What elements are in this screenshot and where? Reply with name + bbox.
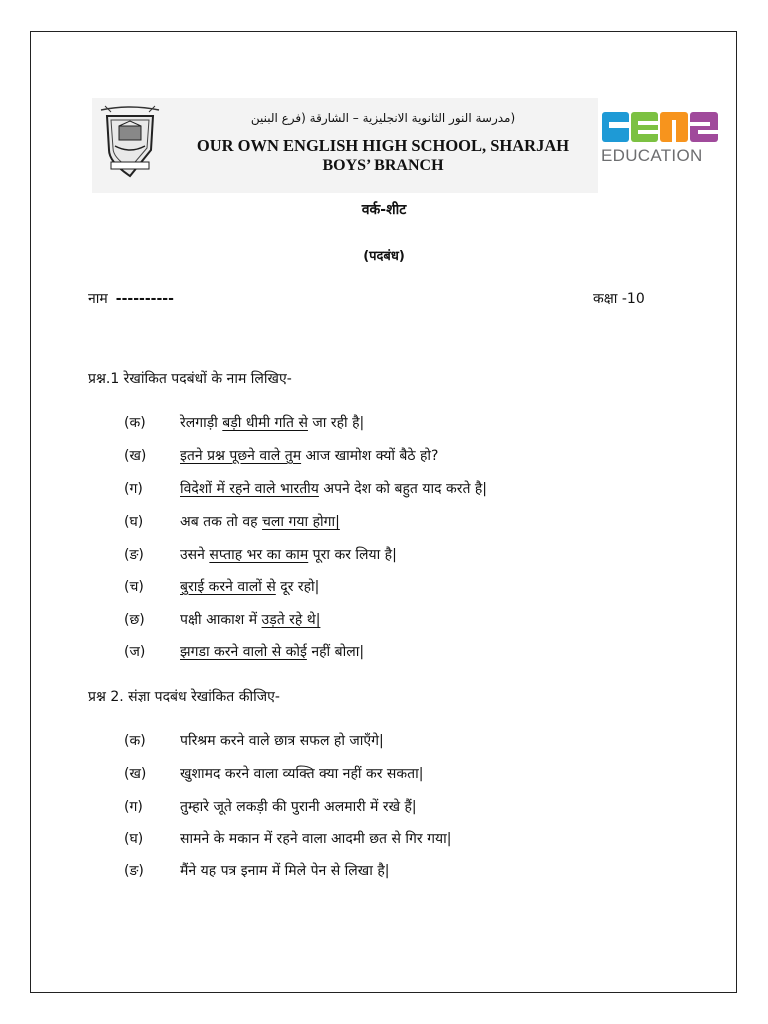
gems-education-label: EDUCATION (601, 146, 703, 165)
item-text: खुशामद करने वाला व्यक्ति क्या नहीं कर सकता| (180, 766, 424, 782)
gems-logo-icon (602, 112, 718, 144)
item-text: अब तक तो वह चला गया होगा| (180, 514, 340, 530)
worksheet-subtitle: (पदबंध) (363, 249, 405, 264)
underlined-phrase: चला गया होगा| (262, 514, 340, 530)
item-marker: (च) (124, 579, 144, 595)
item-marker: (घ) (124, 831, 144, 847)
item-marker: (ग) (124, 481, 143, 497)
item-marker: (ज) (124, 644, 146, 660)
item-marker: (छ) (124, 612, 145, 628)
item-marker: (ख) (124, 448, 147, 464)
item-marker: (ग) (124, 799, 143, 815)
underlined-phrase: इतने प्रश्न पूछने वाले तुम (180, 448, 302, 464)
item-text: पक्षी आकाश में उड़ते रहे थे| (180, 612, 321, 628)
item-text: इतने प्रश्न पूछने वाले तुम आज खामोश क्यों बैठे हो? (180, 448, 439, 464)
question-2-prompt: प्रश्न 2. संज्ञा पदबंध रेखांकित कीजिए- (88, 689, 280, 705)
item-text: मैंने यह पत्र इनाम में मिले पेन से लिखा है| (180, 863, 390, 879)
underlined-phrase: विदेशों में रहने वाले भारतीय (180, 481, 319, 497)
school-crest-icon (97, 104, 163, 180)
name-label: नाम (88, 291, 108, 307)
item-text: तुम्हारे जूते लकड़ी की पुरानी अलमारी में रखे हैं| (180, 799, 417, 815)
item-text: सामने के मकान में रहने वाला आदमी छत से गिर गया| (180, 831, 452, 847)
name-field (88, 289, 174, 308)
item-marker: (क) (124, 733, 146, 749)
branch-name: BOYS’ BRANCH (322, 157, 444, 174)
underlined-phrase: बुराई करने वालों से (180, 579, 276, 595)
item-marker: (ङ) (124, 547, 144, 563)
item-text: बुराई करने वालों से दूर रहो| (180, 579, 320, 595)
name-dashes: ---------- (115, 291, 174, 307)
item-text: रेलगाड़ी बड़ी धीमी गति से जा रही है| (180, 415, 365, 431)
underlined-phrase: झगडा करने वालो से कोई (180, 644, 307, 660)
item-text: परिश्रम करने वाले छात्र सफल हो जाएँगे| (180, 733, 384, 749)
item-marker: (ख) (124, 766, 147, 782)
item-marker: (क) (124, 415, 146, 431)
item-text: विदेशों में रहने वाले भारतीय अपने देश को बहुत याद करते है| (180, 481, 488, 497)
item-marker: (घ) (124, 514, 144, 530)
worksheet-title: वर्क-शीट (361, 202, 407, 218)
item-text: झगडा करने वालो से कोई नहीं बोला| (180, 644, 365, 660)
item-marker: (ङ) (124, 863, 144, 879)
question-1-prompt: प्रश्न.1 रेखांकित पदबंधों के नाम लिखिए- (88, 371, 292, 387)
item-text: उसने सप्ताह भर का काम पूरा कर लिया है| (180, 547, 397, 563)
school-name: OUR OWN ENGLISH HIGH SCHOOL, SHARJAH (196, 136, 570, 155)
class-label: कक्षा -10 (593, 291, 645, 307)
underlined-phrase: उड़ते रहे थे| (261, 612, 321, 628)
underlined-phrase: बड़ी धीमी गति से (222, 415, 308, 431)
underlined-phrase: सप्ताह भर का काम (209, 547, 309, 563)
arabic-school-name: (مدرسة النور الثانوية الانجليزية – الشارقة (فرع البنين (250, 111, 516, 125)
